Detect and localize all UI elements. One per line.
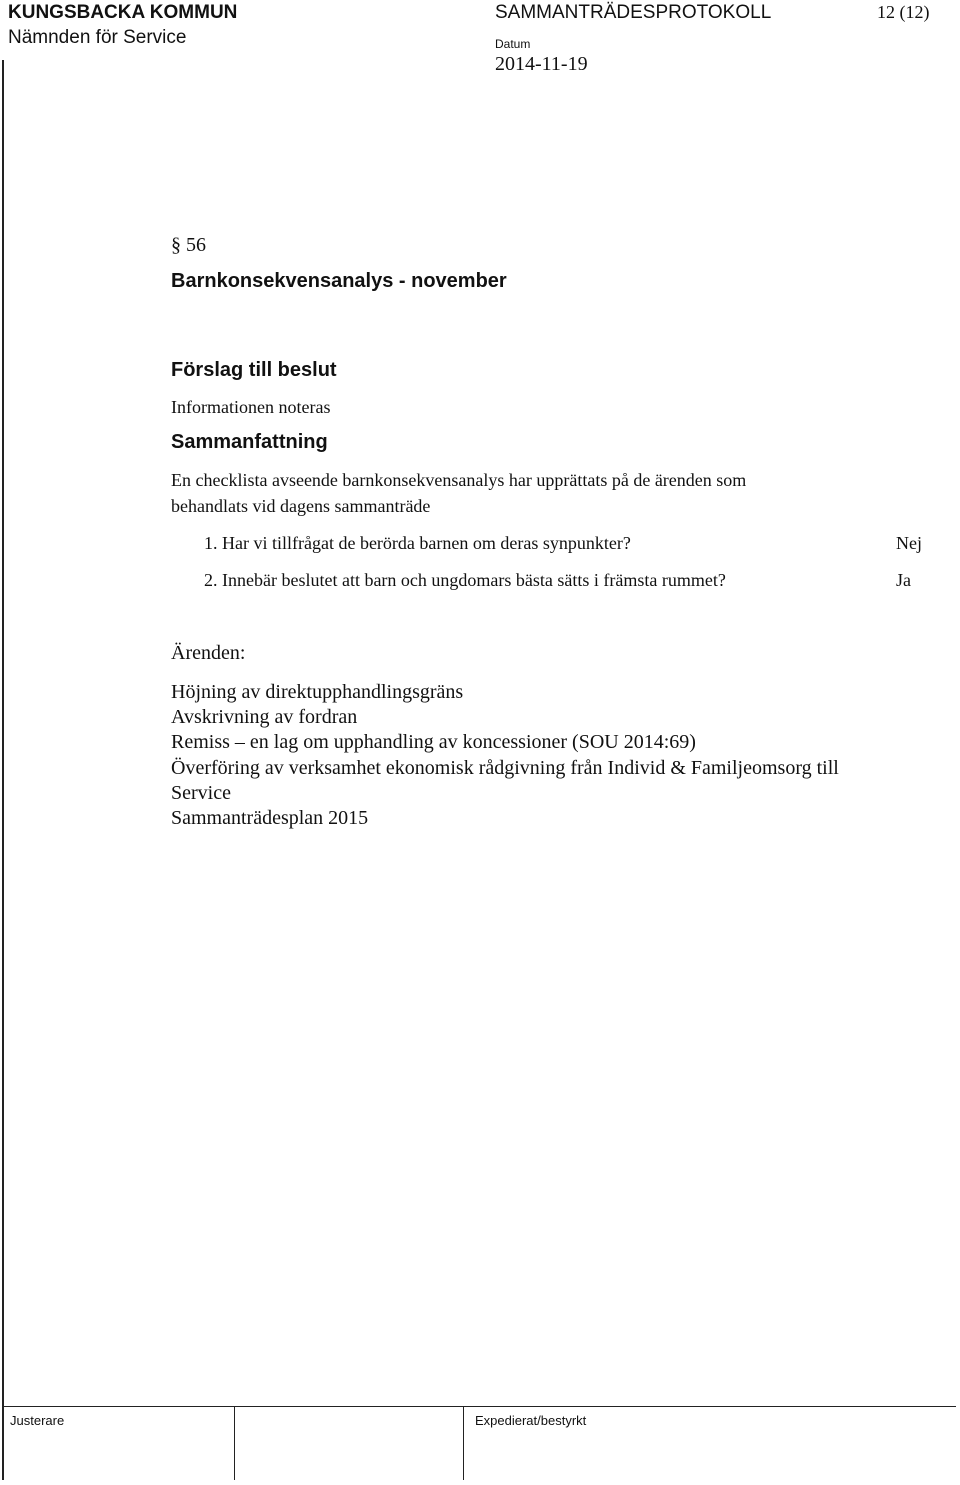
- section-number: § 56: [171, 234, 206, 256]
- case-item: Service: [171, 781, 231, 804]
- page-number: 12 (12): [877, 2, 930, 22]
- footer-divider: [463, 1406, 464, 1480]
- left-margin-rule: [2, 60, 4, 1480]
- summary-heading: Sammanfattning: [171, 431, 328, 453]
- adjuster-label: Justerare: [10, 1413, 65, 1428]
- checklist-question: 1. Har vi tillfrågat de berörda barnen om deras synpunkter?: [204, 533, 631, 553]
- dispatched-label: Expedierat/bestyrkt: [475, 1413, 587, 1428]
- checklist-answer: Ja: [896, 570, 911, 590]
- date-label: Datum: [495, 37, 531, 51]
- organization-name: KUNGSBACKA KOMMUN: [8, 2, 238, 23]
- footer-rule: [4, 1406, 956, 1407]
- case-item: Remiss – en lag om upphandling av koncessioner (SOU 2014:69): [171, 731, 696, 754]
- document-type: SAMMANTRÄDESPROTOKOLL: [495, 2, 772, 23]
- case-item: Överföring av verksamhet ekonomisk rådgivning från Individ & Familjeomsorg till: [171, 756, 839, 779]
- case-item: Avskrivning av fordran: [171, 706, 358, 729]
- cases-list: [171, 680, 839, 831]
- proposal-text: Informationen noteras: [171, 397, 331, 417]
- proposal-heading: Förslag till beslut: [171, 359, 337, 381]
- footer-divider: [234, 1406, 235, 1480]
- committee-name: Nämnden för Service: [8, 27, 187, 48]
- case-item: Sammanträdesplan 2015: [171, 807, 369, 830]
- cases-heading: Ärenden:: [171, 642, 246, 664]
- summary-text-line: behandlats vid dagens sammanträde: [171, 496, 431, 516]
- case-item: Höjning av direktupphandlingsgräns: [171, 681, 464, 703]
- checklist-question: 2. Innebär beslutet att barn och ungdomars bästa sätts i främsta rummet?: [204, 570, 726, 590]
- document-date: 2014-11-19: [495, 53, 588, 75]
- summary-text-line: En checklista avseende barnkonsekvensanalys har upprättats på de ärenden som: [171, 470, 747, 490]
- section-title: Barnkonsekvensanalys - november: [171, 270, 507, 292]
- checklist-answer: Nej: [896, 533, 922, 553]
